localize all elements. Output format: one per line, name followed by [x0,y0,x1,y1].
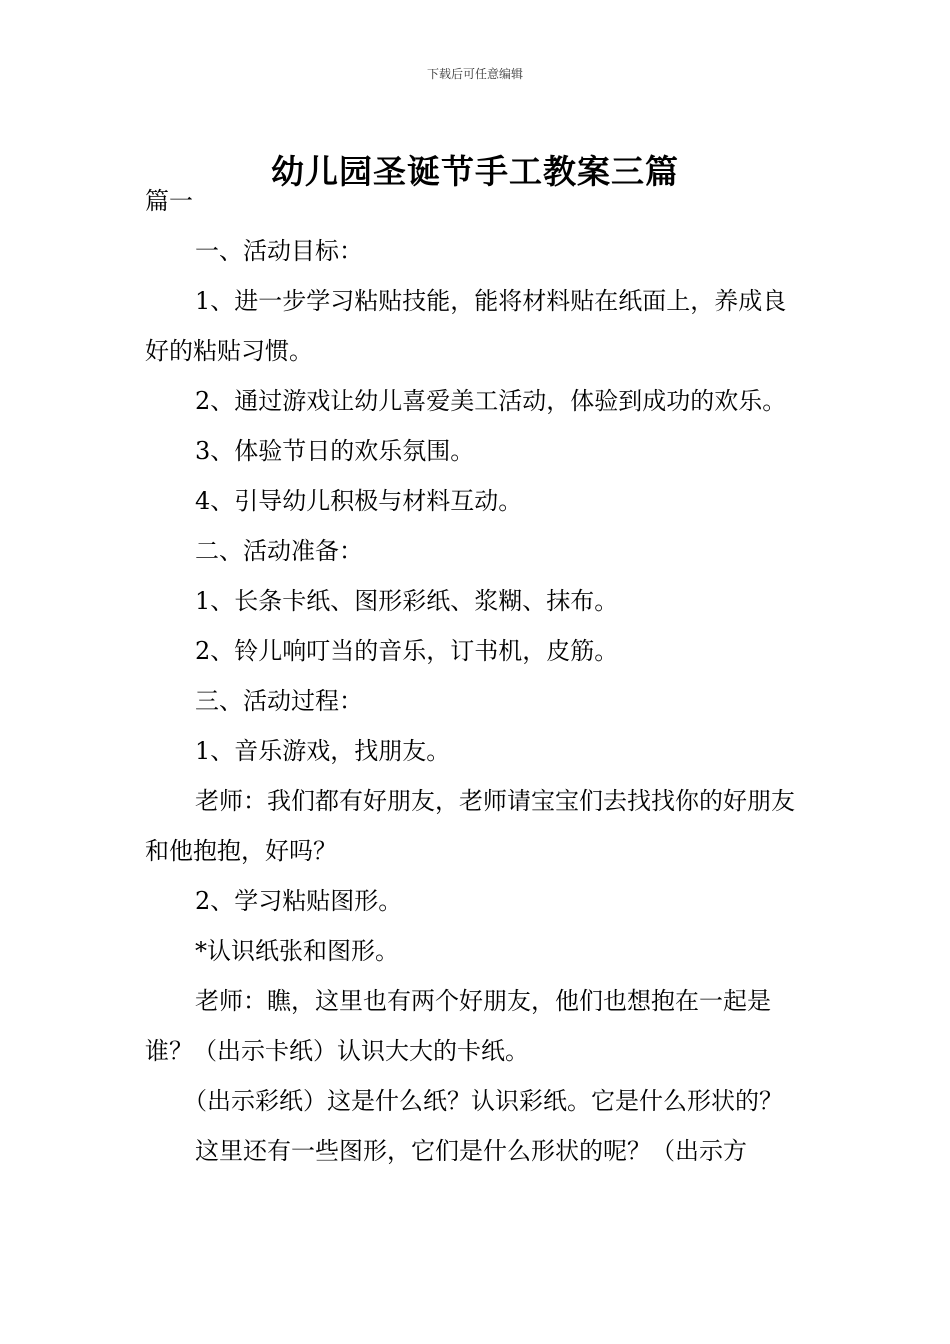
sub-step-recognize-paper: *认识纸张和图形。 [195,937,399,965]
document-title: 幼儿园圣诞节手工教案三篇 [271,152,679,192]
process-step-1: 1、音乐游戏，找朋友。 [195,737,451,765]
document-body [145,176,810,1176]
goal-item-1: 1、进一步学习粘贴技能，能将材料贴在纸面上，养成良好的粘贴习惯。 [145,287,787,365]
preparation-item-2: 2、铃儿响叮当的音乐，订书机，皮筋。 [195,637,619,665]
section-heading-part-one: 篇一 [145,187,193,215]
goal-item-4: 4、引导幼儿积极与材料互动。 [195,487,523,515]
teacher-dialogue-2: 老师：瞧，这里也有两个好朋友，他们也想抱在一起是谁？（出示卡纸）认识大大的卡纸。 [145,987,771,1065]
goal-item-2: 2、通过游戏让幼儿喜爱美工活动，体验到成功的欢乐。 [195,387,787,415]
color-paper-paragraph: （出示彩纸）这是什么纸？认识彩纸。它是什么形状的？ [183,1087,783,1115]
heading-activity-goals: 一、活动目标： [195,237,363,265]
heading-activity-preparation: 二、活动准备： [195,537,363,565]
shapes-paragraph: 这里还有一些图形，它们是什么形状的呢？（出示方 [195,1137,747,1165]
goal-item-3: 3、体验节日的欢乐氛围。 [195,437,475,465]
heading-activity-process: 三、活动过程： [195,687,363,715]
preparation-item-1: 1、长条卡纸、图形彩纸、浆糊、抹布。 [195,587,619,615]
process-step-2: 2、学习粘贴图形。 [195,887,403,915]
teacher-dialogue-1: 老师：我们都有好朋友，老师请宝宝们去找找你的好朋友和他抱抱，好吗？ [145,787,795,865]
page-header-note: 下载后可任意编辑 [426,67,523,81]
